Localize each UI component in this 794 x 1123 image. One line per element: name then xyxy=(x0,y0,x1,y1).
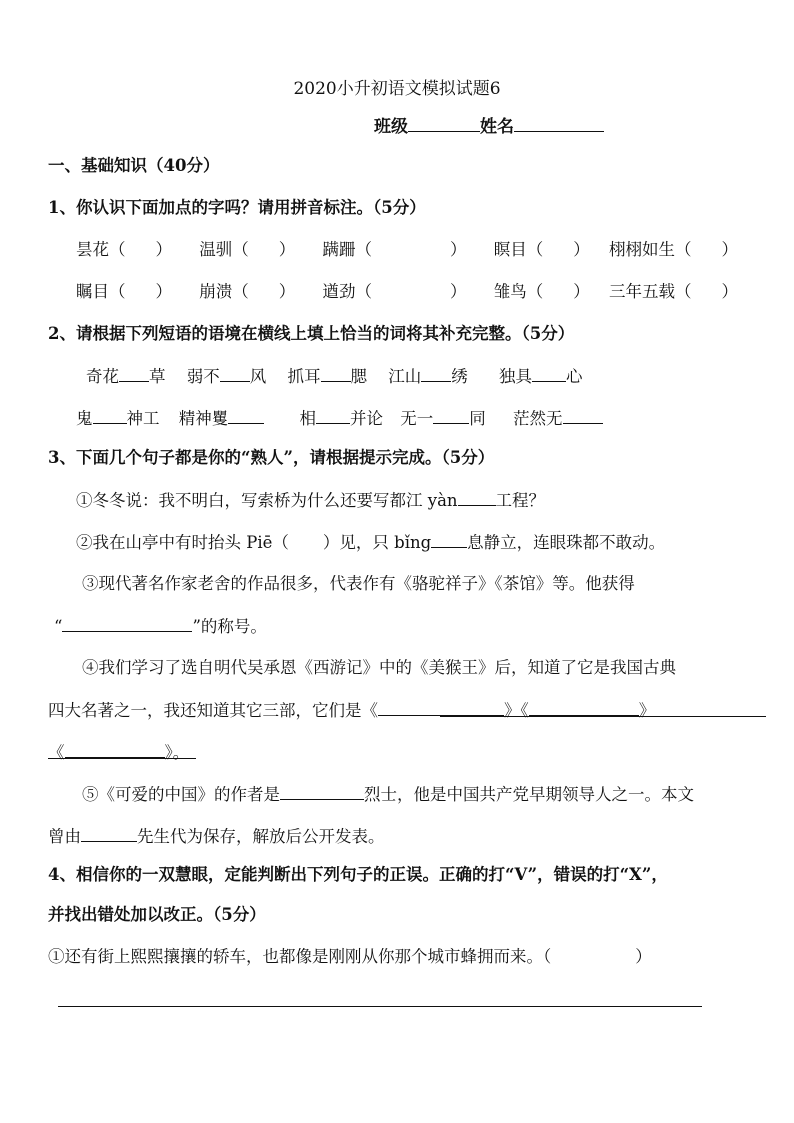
q1-paren: ） xyxy=(573,282,590,301)
q1-paren: ） xyxy=(721,282,738,301)
fill-blank[interactable] xyxy=(433,405,469,424)
q1-paren: ） xyxy=(450,240,467,259)
q3-sentence-5 xyxy=(82,781,794,807)
q2-text: 绣 xyxy=(451,367,468,386)
q3-text: 》 xyxy=(638,701,656,720)
fill-blank[interactable] xyxy=(431,529,467,548)
q2-text: 抓耳 xyxy=(287,367,321,386)
section-heading: 一、基础知识（40分） xyxy=(48,156,220,175)
q1-item: 瞩目（ xyxy=(76,282,126,301)
q3-text: 四大名著之一，我还知道其它三部，它们是《 xyxy=(48,701,378,720)
fill-blank[interactable] xyxy=(62,613,192,632)
q3-text: “ xyxy=(54,617,63,636)
q3-sentence-4-cont xyxy=(48,697,794,723)
q3-text: 息静立，连眼珠都不敢动。 xyxy=(467,533,666,552)
name-blank[interactable] xyxy=(514,113,604,132)
fill-blank[interactable] xyxy=(93,405,127,424)
q2-text: 鬼 xyxy=(76,409,93,428)
q3-text: ）见，只 bǐng xyxy=(322,533,432,552)
question-1-heading: 1、你认识下面加点的字吗？请用拼音标注。（5分） xyxy=(48,198,426,217)
q1-paren: ） xyxy=(155,240,172,259)
q2-text: 同 xyxy=(469,409,486,428)
q1-paren: ） xyxy=(573,240,590,259)
q4-text: ） xyxy=(635,947,652,966)
q1-item: 遒劲（ xyxy=(322,282,372,301)
fill-blank[interactable] xyxy=(119,363,149,382)
q1-row-2 xyxy=(76,279,794,305)
underline-rule xyxy=(440,716,766,717)
fill-blank[interactable] xyxy=(228,405,264,424)
q1-paren: ） xyxy=(278,282,296,301)
class-label: 班级 xyxy=(374,117,408,137)
fill-blank[interactable] xyxy=(280,781,364,800)
fill-blank[interactable] xyxy=(458,487,496,506)
q2-text: 腮 xyxy=(350,367,367,386)
q3-text: ⑤《可爱的中国》的作者是 xyxy=(82,785,280,804)
name-label: 姓名 xyxy=(480,117,514,137)
q1-item: 瞑目（ xyxy=(493,240,544,259)
fill-blank[interactable] xyxy=(81,823,137,842)
q2-text: 并论 xyxy=(350,409,383,428)
q3-text: ①冬冬说：我不明白，写索桥为什么还要写都江 yàn xyxy=(76,491,458,510)
q1-row-1 xyxy=(76,237,794,263)
q2-row-1 xyxy=(86,363,794,389)
q1-item: 温驯（ xyxy=(199,240,249,259)
q3-text: 工程？ xyxy=(495,491,546,510)
q4-sentence-1 xyxy=(48,944,794,970)
q2-text: 神工 xyxy=(126,409,160,428)
class-blank[interactable] xyxy=(408,113,480,132)
q1-item: 昙花（ xyxy=(76,240,126,259)
question-4-heading: 4、相信你的一双慧眼，定能判断出下列句子的正误。正确的打“V”，错误的打“X”， xyxy=(48,865,668,884)
q3-text: ②我在山亭中有时抬头 Piē（ xyxy=(76,533,289,552)
q1-item: 栩栩如生（ xyxy=(609,240,692,259)
q1-item: 三年五载（ xyxy=(609,282,692,301)
q2-text: 弱不 xyxy=(186,367,220,386)
q1-item: 蹒跚（ xyxy=(322,240,372,259)
q3-sentence-4-cont2 xyxy=(48,739,794,765)
q1-item: 崩溃（ xyxy=(199,282,249,301)
q1-paren: ） xyxy=(278,240,296,259)
q1-paren: ） xyxy=(155,282,172,301)
q3-text: 烈士，他是中国共产党早期领导人之一。本文 xyxy=(364,785,694,804)
q3-sentence-2 xyxy=(76,529,794,555)
q3-text: 先生代为保存，解放后公开发表。 xyxy=(137,827,385,846)
q2-text: 草 xyxy=(149,367,166,386)
fill-blank[interactable] xyxy=(321,363,351,382)
q2-text: 相 xyxy=(299,409,316,428)
q1-item: 雏鸟（ xyxy=(493,282,544,301)
q3-text: ”的称号。 xyxy=(192,617,267,636)
fill-blank[interactable] xyxy=(378,697,504,716)
fill-blank[interactable] xyxy=(563,405,603,424)
q3-sentence-5-cont xyxy=(48,823,794,849)
q2-text: 精神矍 xyxy=(178,409,229,428)
answer-line[interactable] xyxy=(58,1006,702,1007)
question-4-heading-cont: 并找出错处加以改正。（5分） xyxy=(48,905,266,924)
q3-sentence-4: ④我们学习了选自明代吴承恩《西游记》中的《美猴王》后，知道了它是我国古典 xyxy=(82,658,676,677)
q3-text: 曾由 xyxy=(48,827,81,846)
q3-text: 《 xyxy=(48,743,65,762)
student-info xyxy=(374,112,604,137)
q1-paren: ） xyxy=(450,282,467,301)
q3-sentence-3-cont xyxy=(54,613,794,639)
q3-text: 》。 xyxy=(164,743,190,762)
q2-text: 茫然无 xyxy=(513,409,563,428)
q2-row-2 xyxy=(76,405,794,431)
q2-text: 风 xyxy=(249,367,267,386)
q4-text: ①还有街上熙熙攘攘的轿车，也都像是刚刚从你那个城市蜂拥而来。（ xyxy=(48,947,552,966)
question-3-heading: 3、下面几个句子都是你的“熟人”，请根据提示完成。（5分） xyxy=(48,448,495,467)
question-2-heading: 2、请根据下列短语的语境在横线上填上恰当的词将其补充完整。（5分） xyxy=(48,324,575,343)
fill-blank[interactable] xyxy=(421,363,451,382)
q2-text: 江山 xyxy=(388,367,422,386)
q2-text: 独具 xyxy=(499,367,532,386)
q2-text: 无一 xyxy=(400,409,434,428)
q3-sentence-1 xyxy=(76,487,794,513)
q1-paren: ） xyxy=(721,240,738,259)
q2-text: 奇花 xyxy=(86,367,119,386)
q2-text: 心 xyxy=(566,367,583,386)
fill-blank[interactable] xyxy=(316,405,350,424)
q3-text: 》《 xyxy=(504,701,529,720)
underline-rule xyxy=(48,758,196,759)
q3-sentence-3: ③现代著名作家老舍的作品很多，代表作有《骆驼祥子》《茶馆》等。他获得 xyxy=(82,574,635,593)
page-title: 2020小升初语文模拟试题6 xyxy=(293,79,501,99)
fill-blank[interactable] xyxy=(220,363,250,382)
fill-blank[interactable] xyxy=(65,739,165,758)
fill-blank[interactable] xyxy=(529,697,639,716)
fill-blank[interactable] xyxy=(532,363,566,382)
